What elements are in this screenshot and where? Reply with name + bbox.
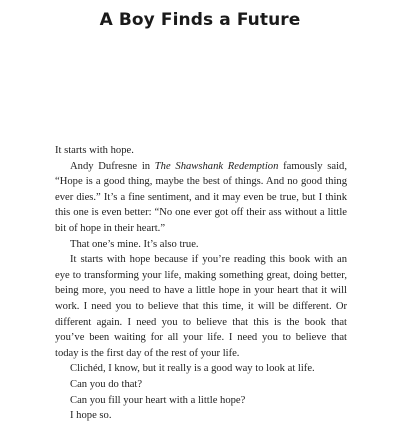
paragraph-2 [55,159,347,237]
paragraph-7: Can you fill your heart with a little hope? [70,394,246,406]
chapter-title: A Boy Finds a Future [99,10,301,30]
paragraph-8: I hope so. [70,410,112,422]
body-text [55,143,347,424]
paragraph-3: That one’s mine. It’s also true. [70,238,199,250]
paragraph-2-lead: Andy Dufresne in [70,160,155,172]
film-title: The Shawshank Redemption [154,160,279,172]
paragraph-4: It starts with hope because if you’re reading this book with an eye to transforming your life, making something great, doing better, being more, you need to have a little hope in your heart that it will work. I need you to believe that this time, it will be different. Or different again. I need you to believe that this is the book that you’ve been waiting for all your life. I need you to believe that today is the first day of the rest of your life. [55,254,347,359]
paragraph-1: It starts with hope. [55,145,134,156]
paragraph-5: Clichéd, I know, but it really is a good way to look at life. [70,363,315,375]
paragraph-2-rest: famously said, “Hope is a good thing, maybe the best of things. And no good thing ever dies.” It’s a fine sentiment, and it may even be true, but I think this one is even better: “No one ever got off their ass without a little bit of hope in their heart.” [55,160,347,234]
paragraph-6: Can you do that? [70,378,143,390]
